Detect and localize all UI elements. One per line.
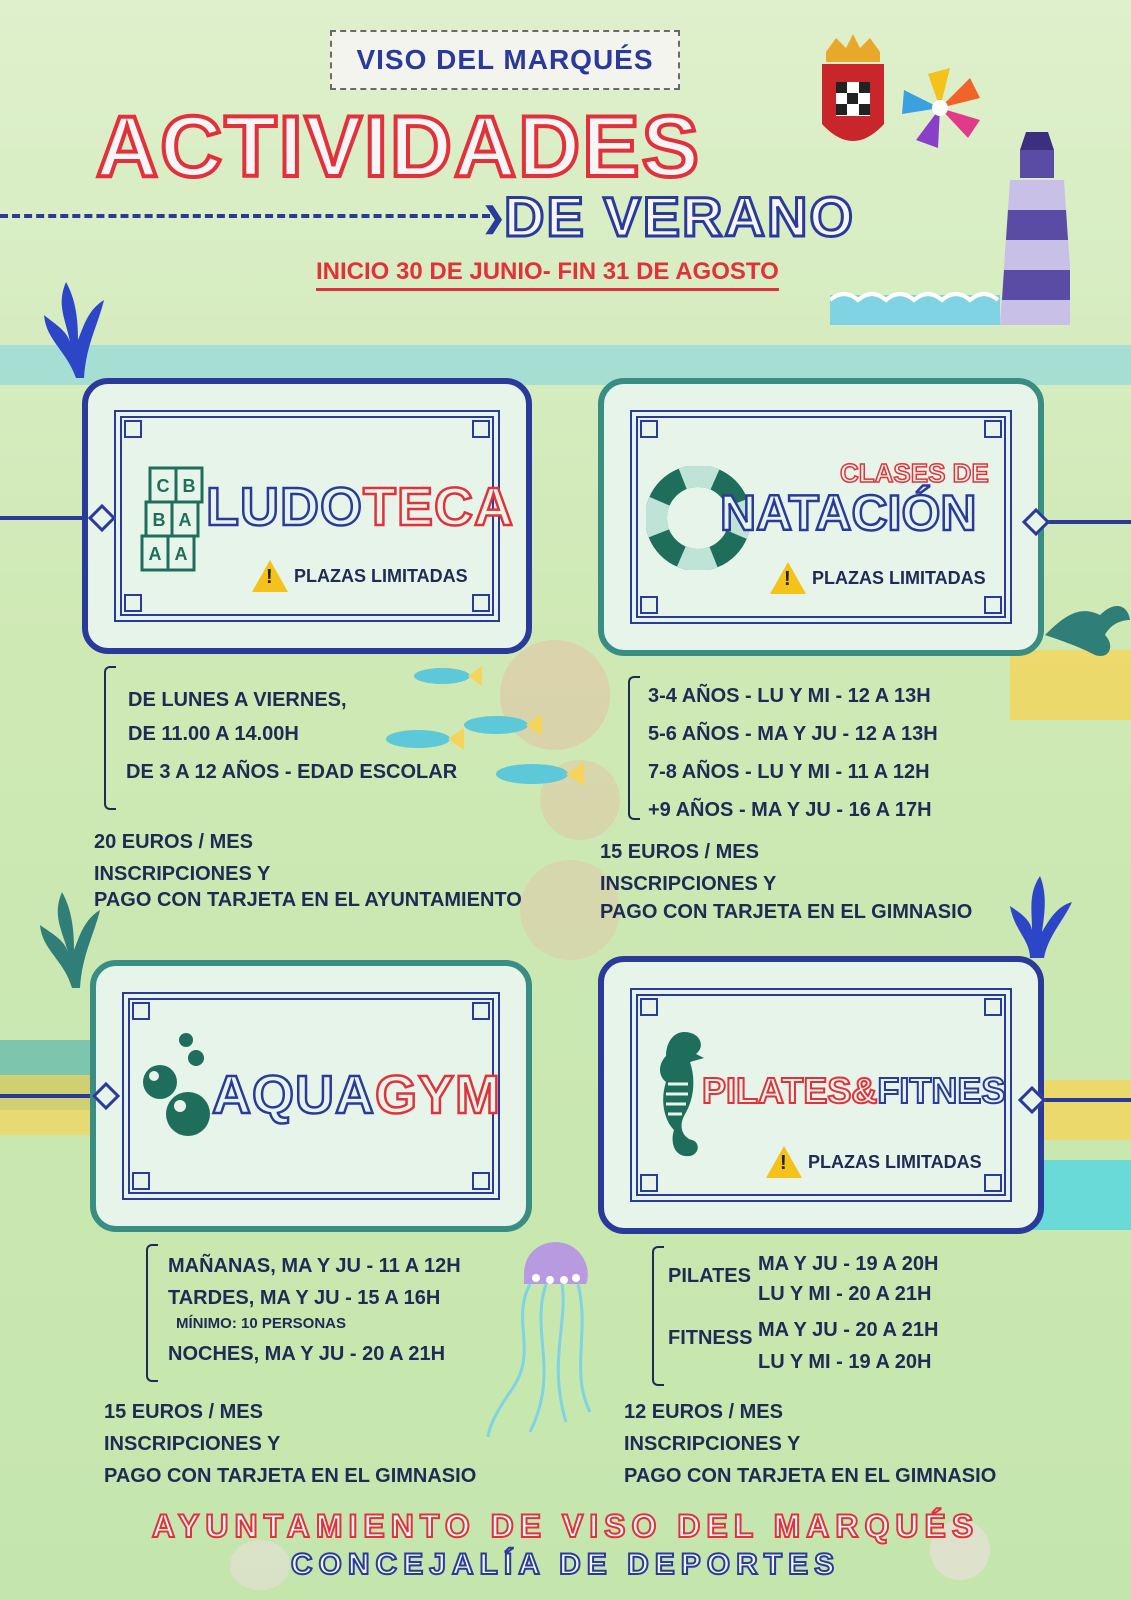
fish-icon [412,664,482,688]
block-letter: B [152,510,166,530]
schedule-line: DE 3 A 12 AÑOS - EDAD ESCOLAR [126,761,458,783]
frame-corner [984,1174,1002,1192]
frame-corner [132,1172,150,1190]
seaweed-icon [1000,870,1080,960]
schedule-bracket [628,676,640,820]
schedule-line: MA Y JU - 19 A 20H [758,1253,939,1275]
card-title-part: AQUA [212,1065,375,1125]
inscription-line: INSCRIPCIONES Y [624,1433,801,1455]
bg-stripe-right-yellow2 [1040,1080,1131,1140]
schedule-line: DE 11.00 A 14.00H [128,723,299,745]
main-title: ACTIVIDADES [96,99,701,195]
block-letter: A [178,510,192,530]
price: 15 EUROS / MES [600,841,759,863]
town-name: VISO DEL MARQUÉS [356,44,654,75]
schedule-line: TARDES, MA Y JU - 15 A 16H [168,1287,441,1309]
pilates-label: PILATES [668,1265,751,1287]
frame-corner [472,1002,490,1020]
frame-corner [472,1172,490,1190]
limited-text: PLAZAS LIMITADAS [294,565,468,586]
frame-corner [124,420,142,438]
card-pilates [598,956,1044,1234]
card-title [702,1070,1005,1112]
card-title-part: LUDO [206,477,363,537]
frame-corner [640,998,658,1016]
bg-stripe-yellow [0,1075,90,1135]
inscription-line: PAGO CON TARJETA EN EL AYUNTAMIENTO [94,889,522,911]
price: 20 EUROS / MES [94,831,253,853]
card-title-top: CLASES DE [840,458,989,488]
inscription-line: INSCRIPCIONES Y [600,873,777,895]
warning-icon [252,560,288,592]
frame-corner [984,596,1002,614]
arrow-head-icon: ❯ [482,202,506,233]
block-letter: C [156,476,170,496]
frame-corner [472,594,490,612]
footer-organization: AYUNTAMIENTO DE VISO DEL MARQUÉS [151,1508,980,1544]
fish-icon [494,760,584,788]
limited-notice [252,560,468,592]
card-title-part: GYM [375,1065,502,1125]
frame-corner [472,420,490,438]
coat-of-arms-icon [818,34,888,158]
limited-notice [766,1146,982,1178]
inscription-line: INSCRIPCIONES Y [104,1433,281,1455]
connector-line [0,1094,104,1098]
schedule-line: 5-6 AÑOS - MA Y JU - 12 A 13H [648,723,938,745]
block-letter: A [148,544,162,564]
card-title-part: FITNES [877,1070,1006,1111]
pinwheel-logo-icon [892,60,988,156]
block-letter: A [174,544,188,564]
fish-icon [384,726,464,752]
limited-text: PLAZAS LIMITADAS [808,1151,982,1172]
limited-text: PLAZAS LIMITADAS [812,567,986,588]
block-letter: B [182,476,196,496]
inscription-line: PAGO CON TARJETA EN EL GIMNASIO [624,1465,997,1487]
schedule-line: LU Y MI - 19 A 20H [758,1351,932,1373]
schedule-line: 7-8 AÑOS - LU Y MI - 11 A 12H [648,761,930,783]
schedule-bracket [652,1246,664,1386]
card-aquagym [90,960,532,1232]
frame-corner [640,596,658,614]
town-banner [330,30,680,90]
limited-notice [770,562,986,594]
footer-department: CONCEJALÍA DE DEPORTES [290,1548,841,1581]
inscription-line: INSCRIPCIONES Y [94,863,271,885]
warning-icon [770,562,806,594]
subtitle: DE VERANO [504,185,855,248]
frame-corner [132,1002,150,1020]
schedule-line: LU Y MI - 20 A 21H [758,1283,932,1305]
minimum-note: MÍNIMO: 10 PERSONAS [176,1315,347,1332]
schedule-line: MAÑANAS, MA Y JU - 11 A 12H [168,1255,461,1277]
season-dates: INICIO 30 DE JUNIO- FIN 31 DE AGOSTO [316,258,779,291]
card-title-part: & [851,1070,878,1111]
card-ludoteca [82,378,532,654]
inscription-line: PAGO CON TARJETA EN EL GIMNASIO [104,1465,477,1487]
frame-corner [984,420,1002,438]
card-title [212,1064,501,1126]
schedule-bracket [104,666,116,810]
price: 15 EUROS / MES [104,1401,263,1423]
jellyfish-icon [470,1222,620,1442]
card-natacion [598,378,1044,656]
dashed-arrow-line [0,214,490,218]
card-title [206,476,514,538]
fish-icon [462,712,542,738]
inscription-line: PAGO CON TARJETA EN EL GIMNASIO [600,901,973,923]
seaweed-icon [1040,595,1131,665]
frame-corner [124,594,142,612]
schedule-line: 3-4 AÑOS - LU Y MI - 12 A 13H [648,685,931,707]
frame-corner [640,1174,658,1192]
schedule-line: DE LUNES A VIERNES, [128,689,347,711]
price: 12 EUROS / MES [624,1401,783,1423]
frame-corner [984,998,1002,1016]
schedule-line: +9 AÑOS - MA Y JU - 16 A 17H [648,799,932,821]
warning-icon [766,1146,802,1178]
schedule-line: NOCHES, MA Y JU - 20 A 21H [168,1343,446,1365]
card-title-part: PILATES [702,1070,852,1111]
schedule-line: MA Y JU - 20 A 21H [758,1319,939,1341]
seaweed-icon [26,270,122,380]
abc-blocks-icon [140,466,204,574]
schedule-bracket [146,1244,158,1382]
card-title-part: TECA [362,477,514,537]
card-title: NATACIÓN [720,485,977,541]
frame-corner [640,420,658,438]
fitness-label: FITNESS [668,1327,753,1349]
